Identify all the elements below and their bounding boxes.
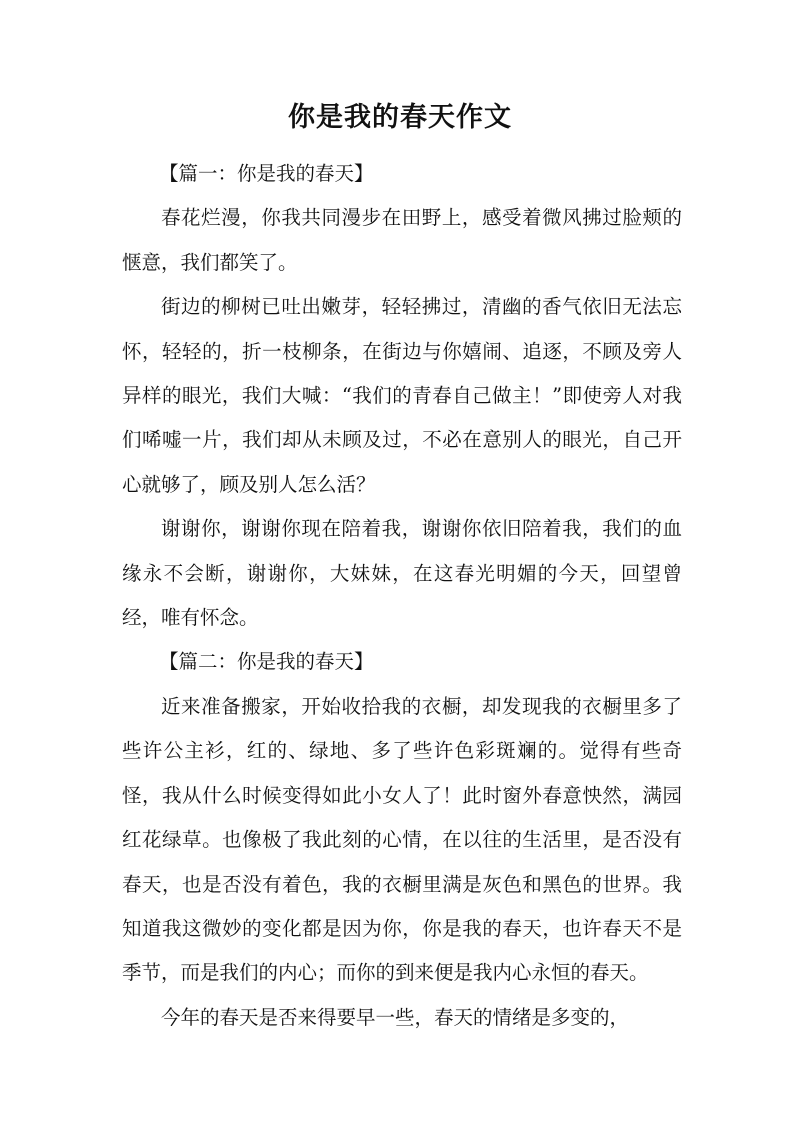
document-title: 你是我的春天作文 — [288, 102, 512, 133]
section-heading-1: 【篇一：你是我的春天】 — [159, 162, 374, 185]
paragraph: 近来准备搬家，开始收拾我的衣橱，却发现我的衣橱里多了些许公主衫，红的、绿地、多了些许色彩斑斓的。觉得有些奇怪，我从什么时候变得如此小女人了！此时窗外春意怏然，满园红花绿草。也像极了我此刻的心情，在以往的生活里，是否没有春天，也是否没有着色，我的衣橱里满是灰色和黑色的世界。我知道我这微妙的变化都是因为你，你是我的春天，也许春天不是季节，而是我们的内心；而你的到来便是我内心永恒的春天。 — [122, 694, 682, 985]
paragraph: 谢谢你，谢谢你现在陪着我，谢谢你依旧陪着我，我们的血缘永不会断，谢谢你，大妹妹，在这春光明媚的今天，回望曾经，唯有怀念。 — [122, 517, 682, 630]
paragraph: 春花烂漫，你我共同漫步在田野上，感受着微风拂过脸颊的惬意，我们都笑了。 — [122, 206, 682, 274]
paragraph: 今年的春天是否来得要早一些，春天的情绪是多变的， — [161, 1005, 630, 1029]
section-heading-2: 【篇二：你是我的春天】 — [159, 650, 374, 674]
paragraph: 街边的柳树已吐出嫩芽，轻轻拂过，清幽的香气依旧无法忘怀，轻轻的，折一枝柳条，在街边与你嬉闹、追逐，不顾及旁人异样的眼光，我们大喊：“我们的青春自己做主！”即使旁人对我们唏嘘一片，我们却从未顾及过，不必在意别人的眼光，自己开心就够了，顾及别人怎么活？ — [122, 295, 682, 496]
document-body — [122, 152, 682, 1040]
